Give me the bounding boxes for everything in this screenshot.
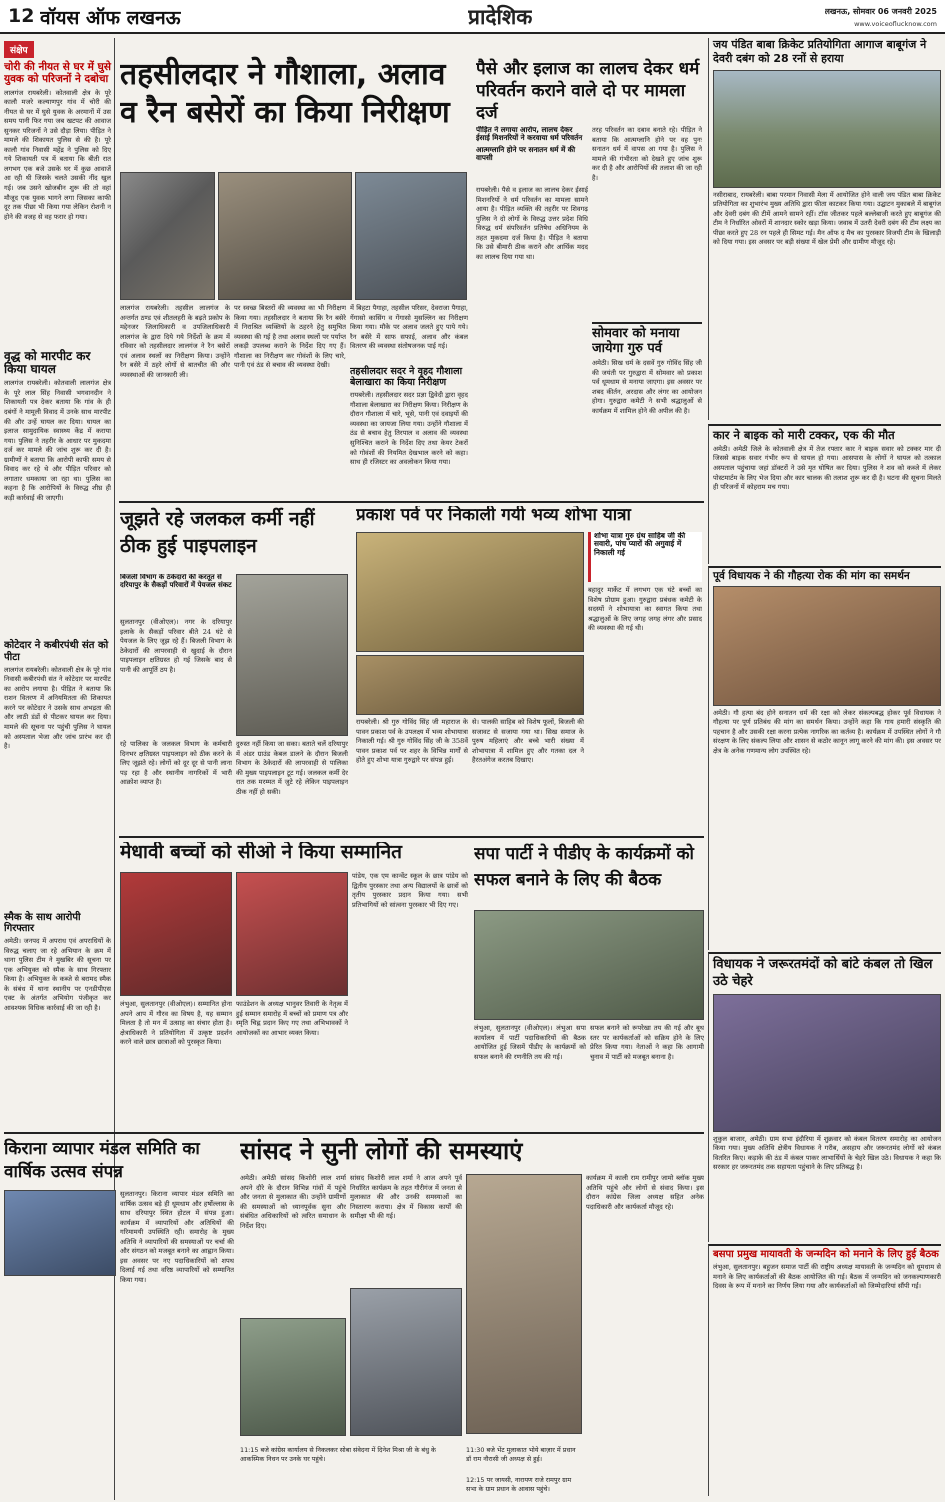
mayawati-body: लंभुआ, सुलतानपुर। बहुजन समाज पार्टी की राष्ट्रीय अध्यक्ष मायावती के जन्मदिन को धूमधाम से मनाने के लिए कार्यकर्ताओं की बैठक आयोजित की गई। बैठक में जन्मदिन को जनकल्याणकारी दिवस के रूप में मनाने का निर्णय लिया गया और कार्यकर्ताओं को जिम्मेदारियां सौंपी गईं। (713, 1263, 941, 1291)
divider-3 (4, 1132, 704, 1134)
kirana-body: सुलतानपुर। किराना व्यापार मंडल समिति का वार्षिक उत्सव बड़े ही धूमधाम और हर्षोल्लास के साथ दरियापुर स्थित होटल में संपन्न हुआ। कार्यक्रम में व्यापारियों और अतिथियों की गरिमामयी उपस्थिति रही। समारोह के मुख्य अतिथि ने व्यापारियों की समस्याओं पर चर्चा की और संगठन को मजबूत बनाने का आह्वान किया। इस अवसर पर नए पदाधिकारियों को शपथ दिलाई गई तथा वरिष्ठ व्यापारियों को सम्मानित किया गया। (120, 1190, 234, 1284)
mla-photo (713, 586, 941, 706)
sankshep-news1-headline: चोरी की नीयत से घर में घुसे युवक को परिजनों ने दबोचा (4, 61, 111, 85)
prakash-photo (356, 532, 584, 652)
accident-headline: कार ने बाइक को मारी टक्कर, एक की मौत (713, 428, 895, 442)
sankshep-column (4, 38, 115, 1500)
jalkal-body-1: सुलतानपुर (वीओएल)। नगर के दरियापुर इलाके के सैकड़ों परिवार बीते 24 घंटे से पेयजल के लिए जूझ रहे हैं। बिजली विभाग के ठेकेदारों की लापरवाही से खुदाई के दौरान पाइपलाइन क्षतिग्रस्त हो गई जिसके बाद से पानी की आपूर्ति ठप है। (120, 618, 232, 674)
prakash-bullet-box (588, 532, 702, 582)
jalkal-headline: जूझते रहे जलकल कर्मी नहीं ठीक हुई पाइपलाइन (120, 508, 315, 557)
accident-story (708, 424, 941, 564)
mp-body-3: कार्यक्रम में काली राम रामीपुर जामो ब्लॉक मुख्य अतिथि पहुंचे और लोगों से संवाद किया। इस दौरान कांग्रेस जिला अध्यक्ष सहित अनेक पदाधिकारी और कार्यकर्ता मौजूद रहे। (586, 1174, 704, 1211)
cricket-body: नसीराबाद, रायबरेली। बाबा परमान निवासी मेला में आयोजित होने वाली जय पंडित बाबा क्रिकेट प्रतियोगिता का शुभारंभ मुख्य अतिथि द्वारा फीता काटकर किया गया। उद्घाटन मुकाबले में बाबूगंज और देवरी दबंग की टीमें आमने सामने रहीं। टॉस जीतकर पहले बल्लेबाजी करते हुए बाबूगंज की टीम ने निर्धारित ओवरों में शानदार स्कोर खड़ा किया। जवाब में उतरी देवरी दबंग की टीम लक्ष्य का पीछा करते हुए 28 रन पहले ही सिमट गई। मैन ऑफ द मैच का पुरस्कार विजयी टीम के खिलाड़ी को दिया गया। इस अवसर पर बड़ी संख्या में खेल प्रेमी और ग्रामीण मौजूद रहे। (713, 190, 941, 247)
blanket-photo (713, 994, 941, 1132)
sankshep-news4-headline: स्मैक के साथ आरोपी गिरफ्तार (4, 911, 81, 934)
sp-meeting-headline: सपा पार्टी ने पीडीए के कार्यक्रमों को सफल बनाने के लिए की बैठक (474, 844, 694, 890)
prakash-body-2: से। पालकी साहिब को विशेष फूलों, बिजली की सजावट से सजाया गया था। सिख समाज के पुरुष महिलाएं और बच्चे भारी संख्या में शोभायात्रा में शामिल हुए और गतका दल ने हैरतअंगेज करतब दिखाए। (472, 718, 584, 765)
lead-body-3-text: में बिहटा पैगाहा, तहसील परिसर, देवराजा पैगाहा, गेंगासो कासिंग व गेंगासो मुसल्लिन का निरीक्षण किया गया। मौके पर अलाव जलते हुए पाये गये। रैन बसेरे में साफ सफाई, अलाव और कंबल वितरण की व्यवस्था संतोषजनक पाई गई। (350, 304, 468, 351)
jalkal-photo (236, 574, 348, 736)
mp-body-2: सांसद किशोरी लाल शर्मा ने आज अपने पूर्व निर्धारित कार्यक्रम के तहत गौरीगंज में जनता से मुलाकात की और उनकी समस्याओं का निस्तारण कराया। क्षेत्र में विकास कार्यों की समीक्षा भी की गई। (350, 1174, 462, 1221)
religion-bullet-1: पीड़ित ने लगाया आरोप, लालच देकर ईसाई मिशनरियों ने करवाया धर्म परिवर्तन (476, 126, 583, 143)
lead-right-column (350, 304, 468, 500)
mla-story (708, 566, 941, 950)
sp-meeting-body-1: लंभुआ, सुलतानपुर (वीओएल)। लंभुआ सपा कार्यालय में पार्टी पदाधिकारियों की बैठक आयोजित हुई जिसमें पीडीए के कार्यक्रमों को सफल बनाने की रणनीति तय की गई। (474, 1024, 586, 1061)
religion-bullet-2: आत्मग्लानि होने पर सनातन धर्म में की वापसी (476, 145, 576, 163)
mla-headline: पूर्व विधायक ने की गौहत्या रोक की मांग का समर्थन (713, 570, 910, 582)
lead-body-2: पर स्वच्छ बिस्तरों की व्यवस्था का भी निरीक्षण किया गया। तहसीलदार ने बताया कि रैन बसेरे में निराश्रित व्यक्तियों के ठहरने हेतु समुचित व्यवस्था की गई है तथा अलाव स्थलों पर पर्याप्त लकड़ी उपलब्ध कराने के निर्देश दिए गए हैं। गौशाला का निरीक्षण कर गोवंशों के लिए चारे, पानी एवं ठंड से बचाव की व्यवस्था देखी। (234, 304, 346, 370)
paper-name: वॉयस ऑफ लखनऊ (40, 7, 181, 29)
prakash-bullet: शोभा यात्रा गुरु ग्रंथ साहिब जी की सवारी, पांच प्यारों की अगुवाई में निकाली गई (594, 532, 686, 557)
jalkal-body-3: रहे पालिका के जलकल विभाग के कर्मचारी दिनभर क्षतिग्रस्त पाइपलाइन को ठीक करने के लिए जूझते रहे। लोगों को दूर दूर से पानी लाना पड़ रहा है और स्थानीय नागरिकों में भारी आक्रोश व्याप्त है। (120, 740, 232, 787)
lead-photo-3 (355, 172, 467, 300)
prakash-headline: प्रकाश पर्व पर निकाली गयी भव्य शोभा यात्रा (356, 506, 631, 525)
website: www.voiceoflucknow.com (854, 20, 937, 28)
sankshep-news2-headline: वृद्ध को मारपीट कर किया घायल (4, 348, 91, 376)
sankshep-news1-body: लालगंज रायबरेली। कोतवाली क्षेत्र के पूरे कालौ मजरे कल्याणपुर गांव में चोरी की नीयत से घर में घुसे युवक के अरमानों में उस समय पानी फिर गया जब खटपट की आवाज सुनकर परिजनों ने उसे दौड़ा लिया। पीड़ित ने मामले की शिकायत पुलिस से की है। पूरे कालौ गांव निवासी महेंद्र ने पुलिस को दिए गये शिकायती पत्र में बताया कि बीती रात लगभग एक बजे उसके घर में कुछ आवाजें आ रही थी जिसके चलते उसकी नींद खुल गई। जब उसने खोजबीन शुरू की तो वहां मौजूद एक युवक भागने लगा जिसका काफी दूर तक पीछा भी किया गया लेकिन रोशनी न होने की वजह से वह फरार हो गया। (4, 88, 111, 221)
sankshep-news3-body: लालगंज रायबरेली। कोतवाली क्षेत्र के पूरे गांव निवासी कबीरपंथी संत ने कोटेदार पर मारपीट का आरोप लगाया है। पीड़ित ने बताया कि राशन वितरण में अनियमितता की शिकायत करने पर कोटेदार ने उसके साथ अभद्रता की और लाठी डंडों से पीटकर घायल कर दिया। मामले की सूचना पर पहुंची पुलिस ने घायल को अस्पताल भेजा और जांच प्रारंभ कर दी है। (4, 665, 111, 751)
lead-headline: तहसीलदार ने गौशाला, अलाव व रैन बसेरों का किया निरीक्षण (120, 57, 450, 130)
sankshep-news3-headline: कोटेदार ने कबीरपंथी संत को पीटा (4, 640, 109, 663)
sp-meeting-body-2: सफल बनाने को रूपरेखा तय की गई और बूथ स्तर पर कार्यकर्ताओं को सक्रिय होने के लिए प्रेरित किया गया। नेताओं ने कहा कि आगामी चुनाव में पार्टी को मजबूत बनाना है। (590, 1024, 704, 1061)
mp-photo-1 (466, 1174, 582, 1434)
lead-subhead: तहसीलदार सदर ने वृहद गौशाला बेलाखारा का किया निरीक्षण (350, 366, 463, 388)
students-headline: मेधावी बच्चों को सीओ ने किया सम्मानित (120, 842, 402, 863)
cricket-photo (713, 70, 941, 188)
prakash-body-3: बहादुर मार्केट में लगभग एक घंटे बच्चों का विशेष प्रोग्राम हुआ। गुरुद्वारा प्रबंधक कमेटी के सदस्यों ने शोभायात्रा का स्वागत किया तथा श्रद्धालुओं के लिए जगह जगह लंगर और प्रसाद की व्यवस्था की गई थी। (588, 586, 702, 633)
prakash-photo-2 (356, 655, 584, 715)
masthead (0, 0, 945, 34)
somvar-body: अमेठी। सिख धर्म के दसवें गुरु गोविंद सिंह जी की जयंती पर गुरुद्वारा में सोमवार को प्रकाश पर्व धूमधाम से मनाया जाएगा। इस अवसर पर शबद कीर्तन, अरदास और लंगर का आयोजन होगा। गुरुद्वारा कमेटी ने सभी श्रद्धालुओं से कार्यक्रम में शामिल होने की अपील की है। (592, 359, 702, 415)
mp-caption-1: 11:15 बजे कांग्रेस कार्यालय से निकलकर सोबा संवेदना में दिनेश मिश्रा जी के बंधु के आकस्मिक निधन पर उनके घर पहुंचे। (240, 1446, 436, 1463)
religion-body-2: तरह परिवर्तन का दबाव बनाते रहे। पीड़ित ने बताया कि आत्मग्लानि होने पर वह पुनः सनातन धर्म में वापस आ गया है। पुलिस ने मामले की गंभीरता को देखते हुए जांच शुरू कर दी है और आरोपियों की तलाश की जा रही है। (592, 126, 702, 182)
mayawati-story (708, 1244, 941, 1496)
accident-body: अमेठी। अमेठी जिले के कोतवाली क्षेत्र में तेज रफ्तार कार ने बाइक सवार को टक्कर मार दी जिससे बाइक सवार गंभीर रूप से घायल हो गया। आसपास के लोगों ने घायल को तत्काल अस्पताल पहुंचाया जहां डॉक्टरों ने उसे मृत घोषित कर दिया। पुलिस ने शव को कब्जे में लेकर पोस्टमार्टम के लिए भेज दिया और कार चालक की तलाश शुरू कर दी है। घटना की सूचना मिलते ही परिजनों में कोहराम मच गया। (713, 444, 941, 492)
lead-photo-1 (120, 172, 215, 300)
mp-caption-3: 12:15 पर जायसी, नारायण राजे रामपुर ग्राम सभा के ग्राम प्रधान के आवास पहुंचे। (466, 1476, 572, 1493)
religion-body-1: रायबरेली। पैसे व इलाज का लालच देकर ईसाई मिशनरियों ने धर्म परिवर्तन का मामला सामने आया है। पीड़ित व्यक्ति की तहरीर पर शिवगढ़ पुलिस ने दो लोगों के विरुद्ध उत्तर प्रदेश विधि विरुद्ध धर्म संपरिवर्तन प्रतिषेध अधिनियम के तहत मुकदमा दर्ज किया है। पीड़ित ने बताया कि उसे बीमारी ठीक कराने और आर्थिक मदद का लालच दिया गया था। (476, 186, 588, 261)
blanket-story (708, 952, 941, 1242)
religion-headline: पैसे और इलाज का लालच देकर धर्म परिवर्तन कराने वाले दो पर मामला दर्ज (476, 59, 700, 122)
mp-headline: सांसद ने सुनी लोगों की समस्याएं (240, 1138, 523, 1165)
students-photo-2 (236, 872, 348, 996)
divider-1 (119, 501, 704, 503)
cricket-story (708, 38, 941, 420)
sp-meeting-photo (474, 910, 704, 1020)
students-photo-1 (120, 872, 232, 996)
mayawati-headline: बसपा प्रमुख मायावती के जन्मदिन को मनाने के लिए हुई बैठक (713, 1249, 939, 1260)
jalkal-bullet: बिजली विभाग के ठेकेदारों की करतूत से दरियापुर के सैकड़ों परिवारों में पेयजल संकट (120, 574, 232, 589)
divider-2 (119, 836, 704, 838)
students-body-3: पांडेय, एक एम कान्वेंट स्कूल के छात्र पांडेय को द्वितीय पुरस्कार तथा अन्य विद्यालयों के छात्रों को तृतीय पुरस्कार प्रदान किया गया। सभी प्रतिभागियों को सांत्वना पुरस्कार भी दिए गए। (352, 872, 468, 909)
mp-body-1: अमेठी। अमेठी सांसद किशोरी लाल शर्मा अपने दौरे के दौरान विभिन्न गांवों में पहुंचे और जनता से मुलाकात की। उन्होंने ग्रामीणों की समस्याओं को ध्यानपूर्वक सुना और संबंधित अधिकारियों को त्वरित समाधान के निर्देश दिए। (240, 1174, 346, 1230)
somvar-box (592, 322, 702, 498)
students-body-2: फाउंडेशन के अध्यक्ष भानुवर तिवारी के नेतृत्व में हुई सम्मान समारोह में बच्चों को प्रमाण पत्र और स्मृति चिह्न प्रदान किए गए तथा अभिभावकों ने आयोजकों का आभार व्यक्त किया। (236, 1000, 348, 1037)
somvar-headline: सोमवार को मनाया जायेगा गुरु पर्व (592, 326, 680, 356)
dateline: लखनऊ, सोमवार 06 जनवरी 2025 (824, 7, 937, 16)
kirana-headline: किराना व्यापार मंडल समिति का वार्षिक उत्सव संपन्न (4, 1139, 200, 1182)
sankshep-news4-body: अमेठी। जनपद में अपराध एवं अपराधियों के विरुद्ध चलाए जा रहे अभियान के क्रम में थाना पुलिस टीम ने मुखबिर की सूचना पर एक अभियुक्त को स्मैक के साथ गिरफ्तार किया है। अभियुक्त के कब्जे से बरामद स्मैक के संबंध में थाना स्थानीय पर एनडीपीएस एक्ट के अंतर्गत अभियोग पंजीकृत कर आवश्यक विधिक कार्रवाई की जा रही है। (4, 937, 111, 1012)
kirana-photo (4, 1190, 116, 1276)
students-body-1: लंभुआ, सुलतानपुर (वीओएल)। सम्मानित होना अपने आप में गौरव का विषय है, यह सम्मान मिलता है तो मन में उत्साह का संचार होता है। क्षेत्राधिकारी ने प्रतियोगिता में उत्कृष्ट प्रदर्शन करने वाले छात्र छात्राओं को पुरस्कृत किया। (120, 1000, 232, 1047)
mp-photo-3 (350, 1288, 462, 1436)
mla-body: अमेठी। गौ हत्या बंद होने सनातन धर्म की रक्षा को लेकर संकल्पबद्ध होकर पूर्व विधायक ने गौहत्या पर पूर्ण प्रतिबंध की मांग का समर्थन किया। उन्होंने कहा कि गाय हमारी संस्कृति की पहचान है और उसकी रक्षा करना प्रत्येक नागरिक का कर्तव्य है। कार्यक्रम में उपस्थित लोगों ने गौ संरक्षण के लिए संकल्प लिया और शासन से कठोर कानून लागू करने की मांग की। इस अवसर पर क्षेत्र के अनेक गणमान्य लोग उपस्थित रहे। (713, 708, 941, 755)
page-number: 12 (8, 5, 35, 27)
lead-photo-2 (218, 172, 352, 300)
blanket-body: शुकुल बाजार, अमेठी। ग्राम सभा इंदौरिया में शुक्रवार को कंबल वितरण समारोह का आयोजन किया गया। मुख्य अतिथि क्षेत्रीय विधायक ने गरीब, असहाय और जरूरतमंद लोगों को कंबल वितरित किए। कड़ाके की ठंड में कंबल पाकर लाभार्थियों के चेहरे खिल उठे। विधायक ने कहा कि सरकार हर जरूरतमंद तक सहायता पहुंचाने के लिए प्रतिबद्ध है। (713, 1134, 941, 1172)
sankshep-news2-body: लालगंज रायबरेली। कोतवाली लालगंज क्षेत्र के पूरे लाल सिंह निवासी भगवानदीन ने शिकायती पत्र देकर बताया कि गांव के ही दबंगों ने मामूली विवाद में उनके साथ मारपीट की और उन्हें घायल कर दिया। घायल का इलाज सामुदायिक स्वास्थ्य केंद्र में कराया गया। पुलिस ने तहरीर के आधार पर मुकदमा दर्ज कर मामले की जांच शुरू कर दी है। ग्रामीणों ने बताया कि आरोपी काफी समय से विवाद कर रहे थे और पीड़ित परिवार को लगातार धमकाया जा रहा था। पुलिस का कहना है कि आरोपियों के विरुद्ध शीघ्र ही कड़ी कार्रवाई की जाएगी। (4, 379, 111, 502)
mp-caption-2: 11:30 बजे भेंट मुलाकात भोये बाज़ार में प्रधान डॉ राम नौरासी जी अध्यक्ष से हुई। (466, 1446, 576, 1463)
prakash-body-1: रायबरेली। श्री गुरु गोविंद सिंह जी महाराज के पावन प्रकाश पर्व के उपलक्ष्य में भव्य शोभायात्रा निकाली गई। श्री गुरु गोविंद सिंह जी के 358वें पावन प्रकाश पर्व पर शहर के विभिन्न मार्गों से होते हुए शोभा यात्रा गुरुद्वारे पर संपन्न हुई। (356, 718, 468, 765)
sankshep-label: संक्षेप (4, 41, 34, 58)
mp-photo-2 (240, 1318, 346, 1436)
lead-body-1: लालगंज रायबरेली। तहसील लालगंज के अन्तर्गत ठण्ड एवं शीतलहरी के बढ़ते प्रकोप के मद्देनजर जिलाधिकारी व उपजिलाधिकारी लालगंज के द्वारा दिये गये निर्देशों के क्रम में रविवार को तहसीलदार लालगंज ने रैन बसेरों एवं अलाव स्थलों का निरीक्षण किया। उन्होंने रैन बसेरे में ठहरे लोगों से बातचीत की और व्यवस्थाओं की जानकारी ली। (120, 304, 230, 379)
lead-body-4: रायबरेली। तहसीलदार सदर प्रज्ञा द्विवेदी द्वारा वृहद गौशाला बेलाखारा का निरीक्षण किया। निरीक्षण के दौरान गौशाला में चारे, भूसे, पानी एवं दवाइयों की व्यवस्था का जायजा लिया गया। उन्होंने गौशाला में ठंड से बचाव हेतु तिरपाल व अलाव की व्यवस्था सुनिश्चित कराने के निर्देश दिए तथा केयर टेकरों को गोवंशों की नियमित देखभाल करने को कहा। साथ ही रजिस्टर का अवलोकन किया गया। (350, 391, 468, 467)
section-name: प्रादेशिक (468, 5, 533, 29)
blanket-headline: विधायक ने जरूरतमंदों को बांटे कंबल तो खिल उठे चेहरे (713, 957, 933, 989)
cricket-headline: जय पंडित बाबा क्रिकेट प्रतियोगिता आगाज बाबूगंज ने देवरी दबंग को 28 रनों से हराया (713, 38, 927, 66)
religion-bullets (476, 126, 588, 182)
jalkal-body-2: दुरुस्त नहीं किया जा सका। बताते चलें दरियापुर में अंडर ग्राउंड केबल डालने के दौरान बिजली विभाग के ठेकेदारों की लापरवाही से पालिका की मुख्य पाइपलाइन टूट गई। जलकल कर्मी देर रात तक मरम्मत में जुटे रहे लेकिन पाइपलाइन ठीक नहीं हो सकी। (236, 740, 348, 796)
